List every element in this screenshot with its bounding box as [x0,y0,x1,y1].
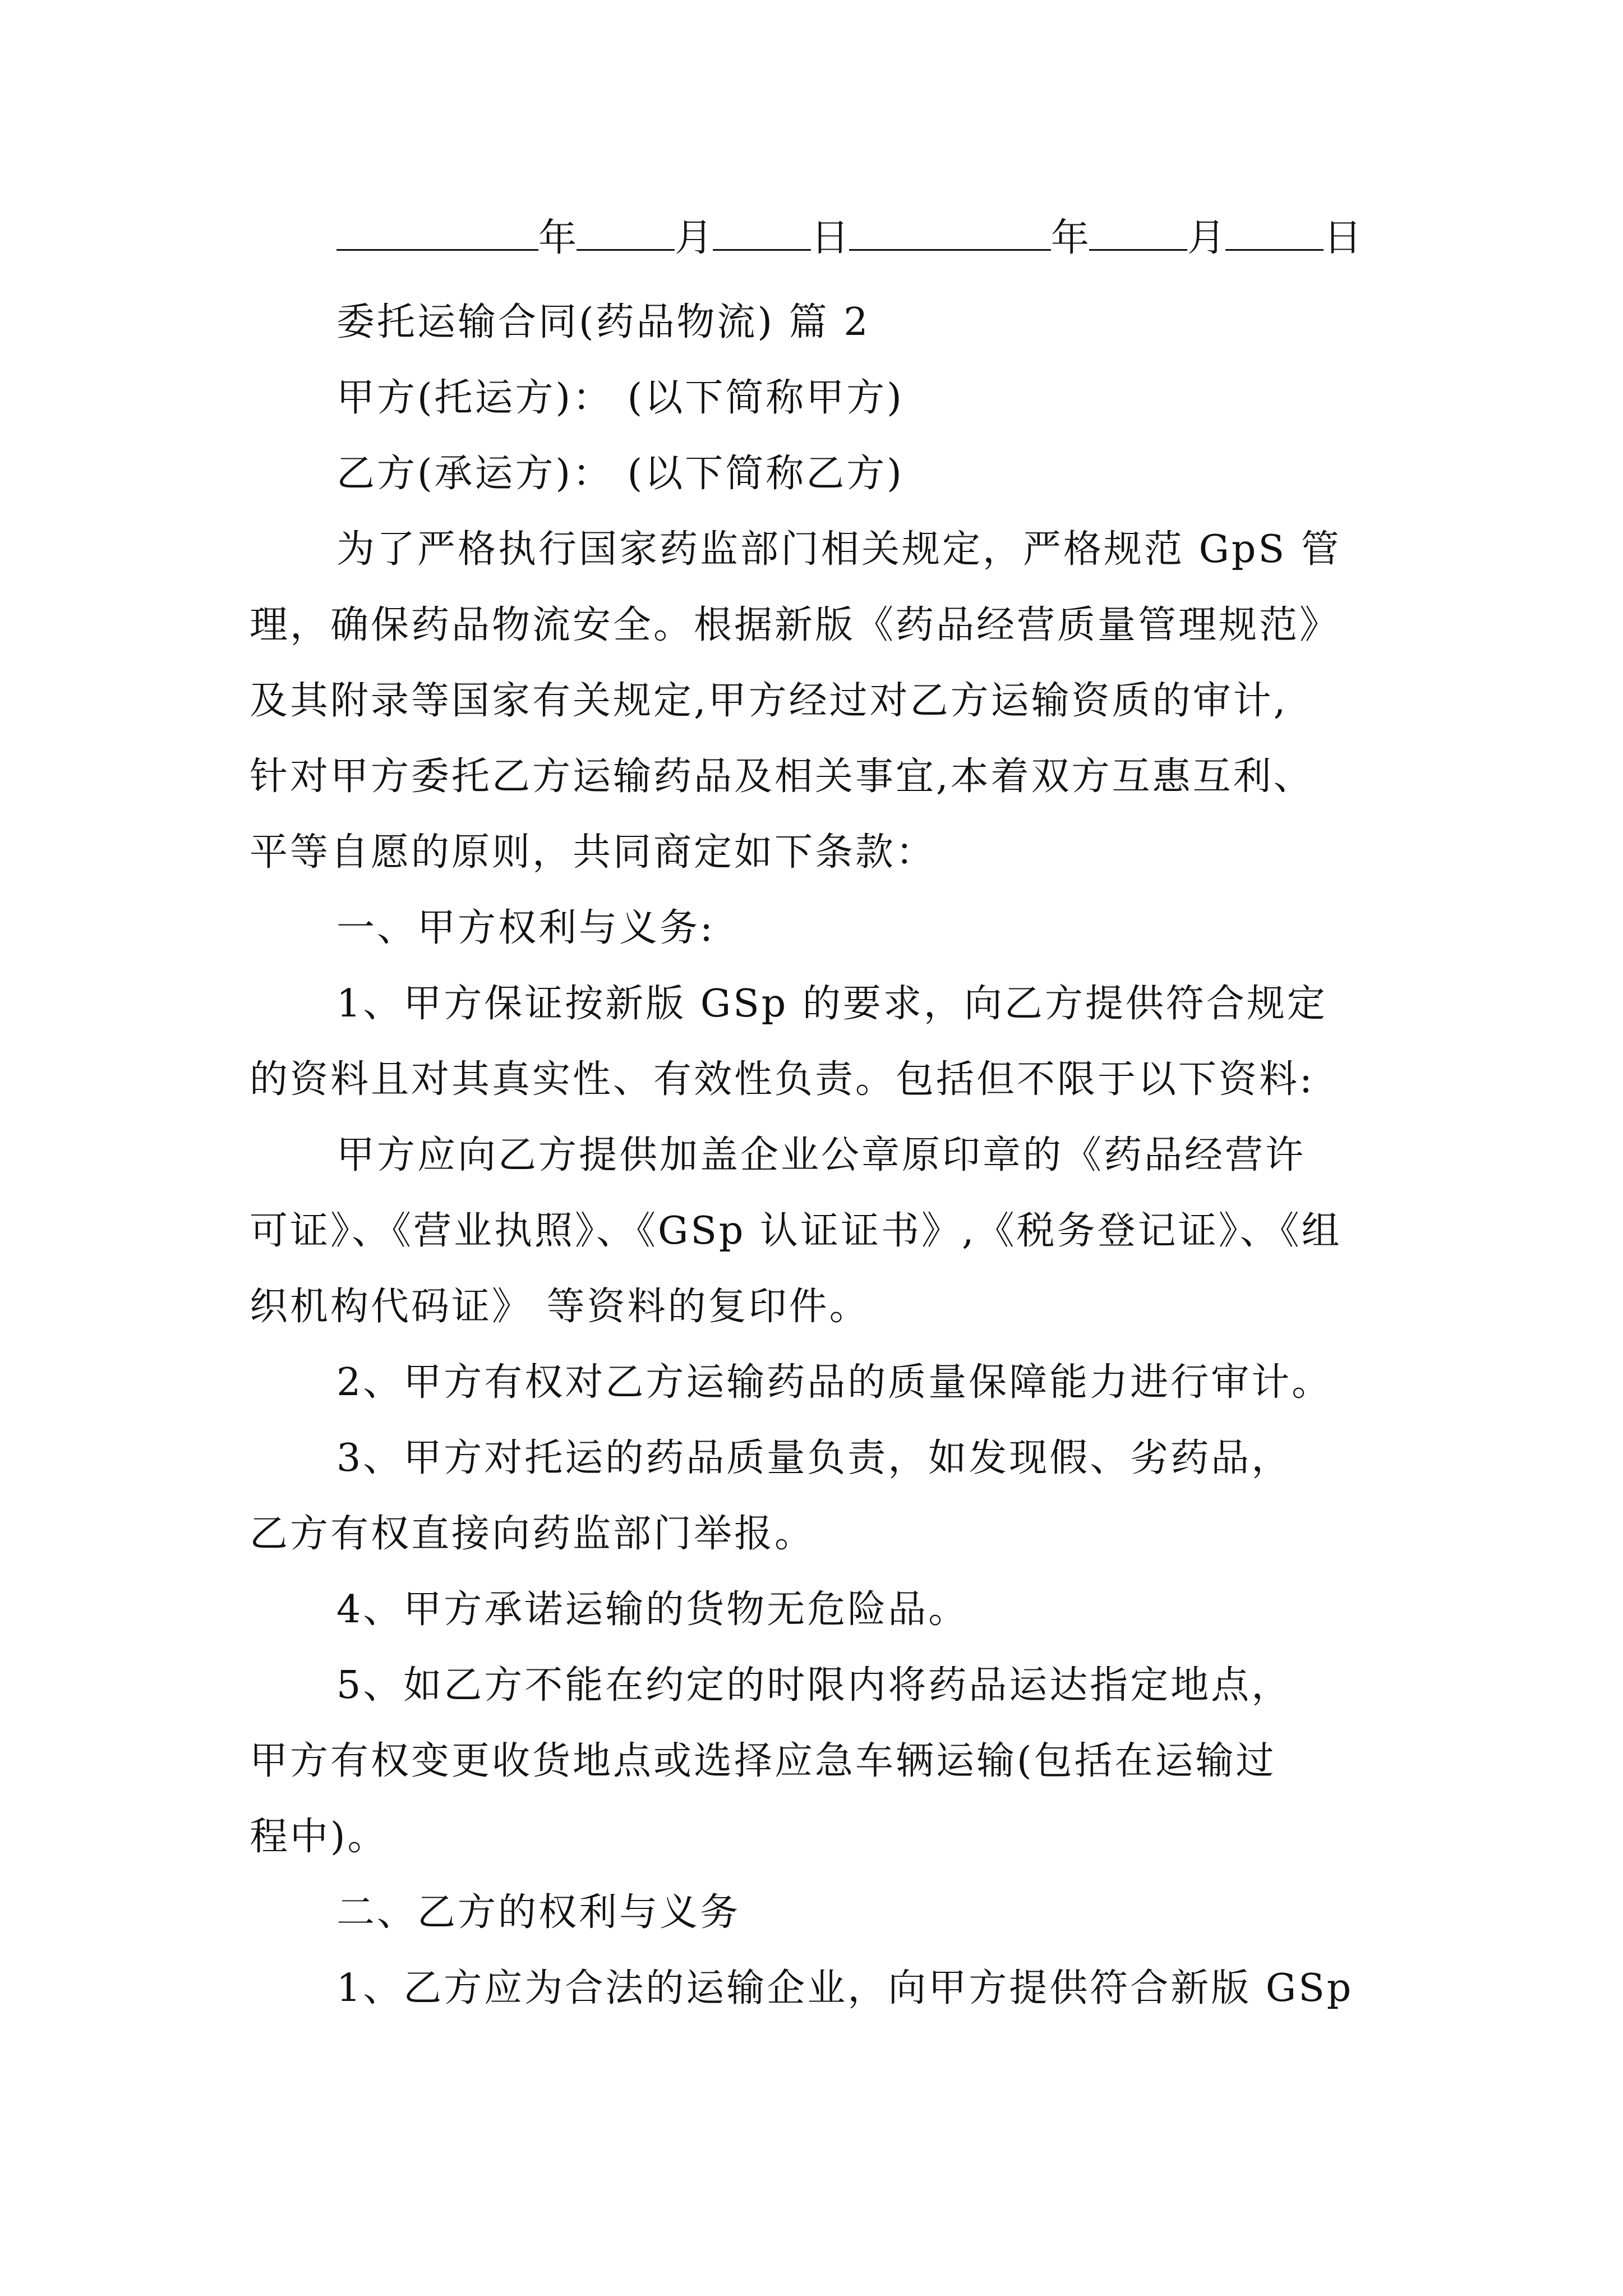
clause-4: 4、甲方承诺运输的货物无危险品。 [336,1588,969,1632]
clause-1-line-2: 的资料且对其真实性、有效性负责。包括但不限于以下资料: [250,1057,1315,1102]
month-label-1: 月 [675,216,713,260]
year-blank-2 [849,215,1051,251]
month-blank-1 [577,215,675,251]
preamble-line-5: 平等自愿的原则，共同商定如下条款： [250,830,937,875]
day-label-2: 日 [1324,216,1362,260]
clause-3-line-2: 乙方有权直接向药监部门举报。 [250,1512,815,1556]
clause-b1-line-1: 1、乙方应为合法的运输企业，向甲方提供符合新版 GSp [336,1966,1354,2010]
month-blank-2 [1089,215,1187,251]
documents-line-3: 织机构代码证》 等资料的复印件。 [250,1285,870,1329]
day-blank-2 [1225,215,1324,251]
section-heading-1: 一、甲方权利与义务: [336,906,715,950]
year-label-1: 年 [538,216,577,260]
preamble-line-3: 及其附录等国家有关规定,甲方经过对乙方运输资质的审计, [250,679,1288,723]
day-blank-1 [713,215,811,251]
clause-5-line-3: 程中)。 [250,1815,388,1859]
clause-5-line-2: 甲方有权变更收货地点或选择应急车辆运输(包括在运输过 [250,1739,1276,1783]
section-heading-2: 二、乙方的权利与义务 [336,1890,741,1935]
day-label-1: 日 [811,216,850,260]
party-b-line: 乙方(承运方)： (以下简称乙方) [336,452,904,496]
signature-date-line [336,213,1402,264]
contract-title: 委托运输合同(药品物流) 篇 2 [336,300,870,344]
month-label-2: 月 [1187,216,1226,260]
year-label-2: 年 [1051,216,1090,260]
preamble-line-2: 理，确保药品物流安全。根据新版《药品经营质量管理规范》 [250,603,1340,647]
clause-2: 2、甲方有权对乙方运输药品的质量保障能力进行审计。 [336,1360,1332,1405]
year-blank-1 [336,215,538,251]
party-a-line: 甲方(托运方)： (以下简称甲方) [336,376,904,420]
clause-3-line-1: 3、甲方对托运的药品质量负责，如发现假、劣药品， [336,1436,1292,1480]
documents-line-1: 甲方应向乙方提供加盖企业公章原印章的《药品经营许 [336,1133,1306,1177]
clause-5-line-1: 5、如乙方不能在约定的时限内将药品运达指定地点， [336,1663,1292,1708]
documents-line-2: 可证》、《营业执照》、《GSp 认证证书》,《税务登记证》、《组 [250,1209,1342,1253]
preamble-line-1: 为了严格执行国家药监部门相关规定，严格规范 GpS 管 [336,527,1341,572]
preamble-line-4: 针对甲方委托乙方运输药品及相关事宜,本着双方互惠互利、 [250,754,1314,799]
clause-1-line-1: 1、甲方保证按新版 GSp 的要求，向乙方提供符合规定 [336,982,1327,1026]
